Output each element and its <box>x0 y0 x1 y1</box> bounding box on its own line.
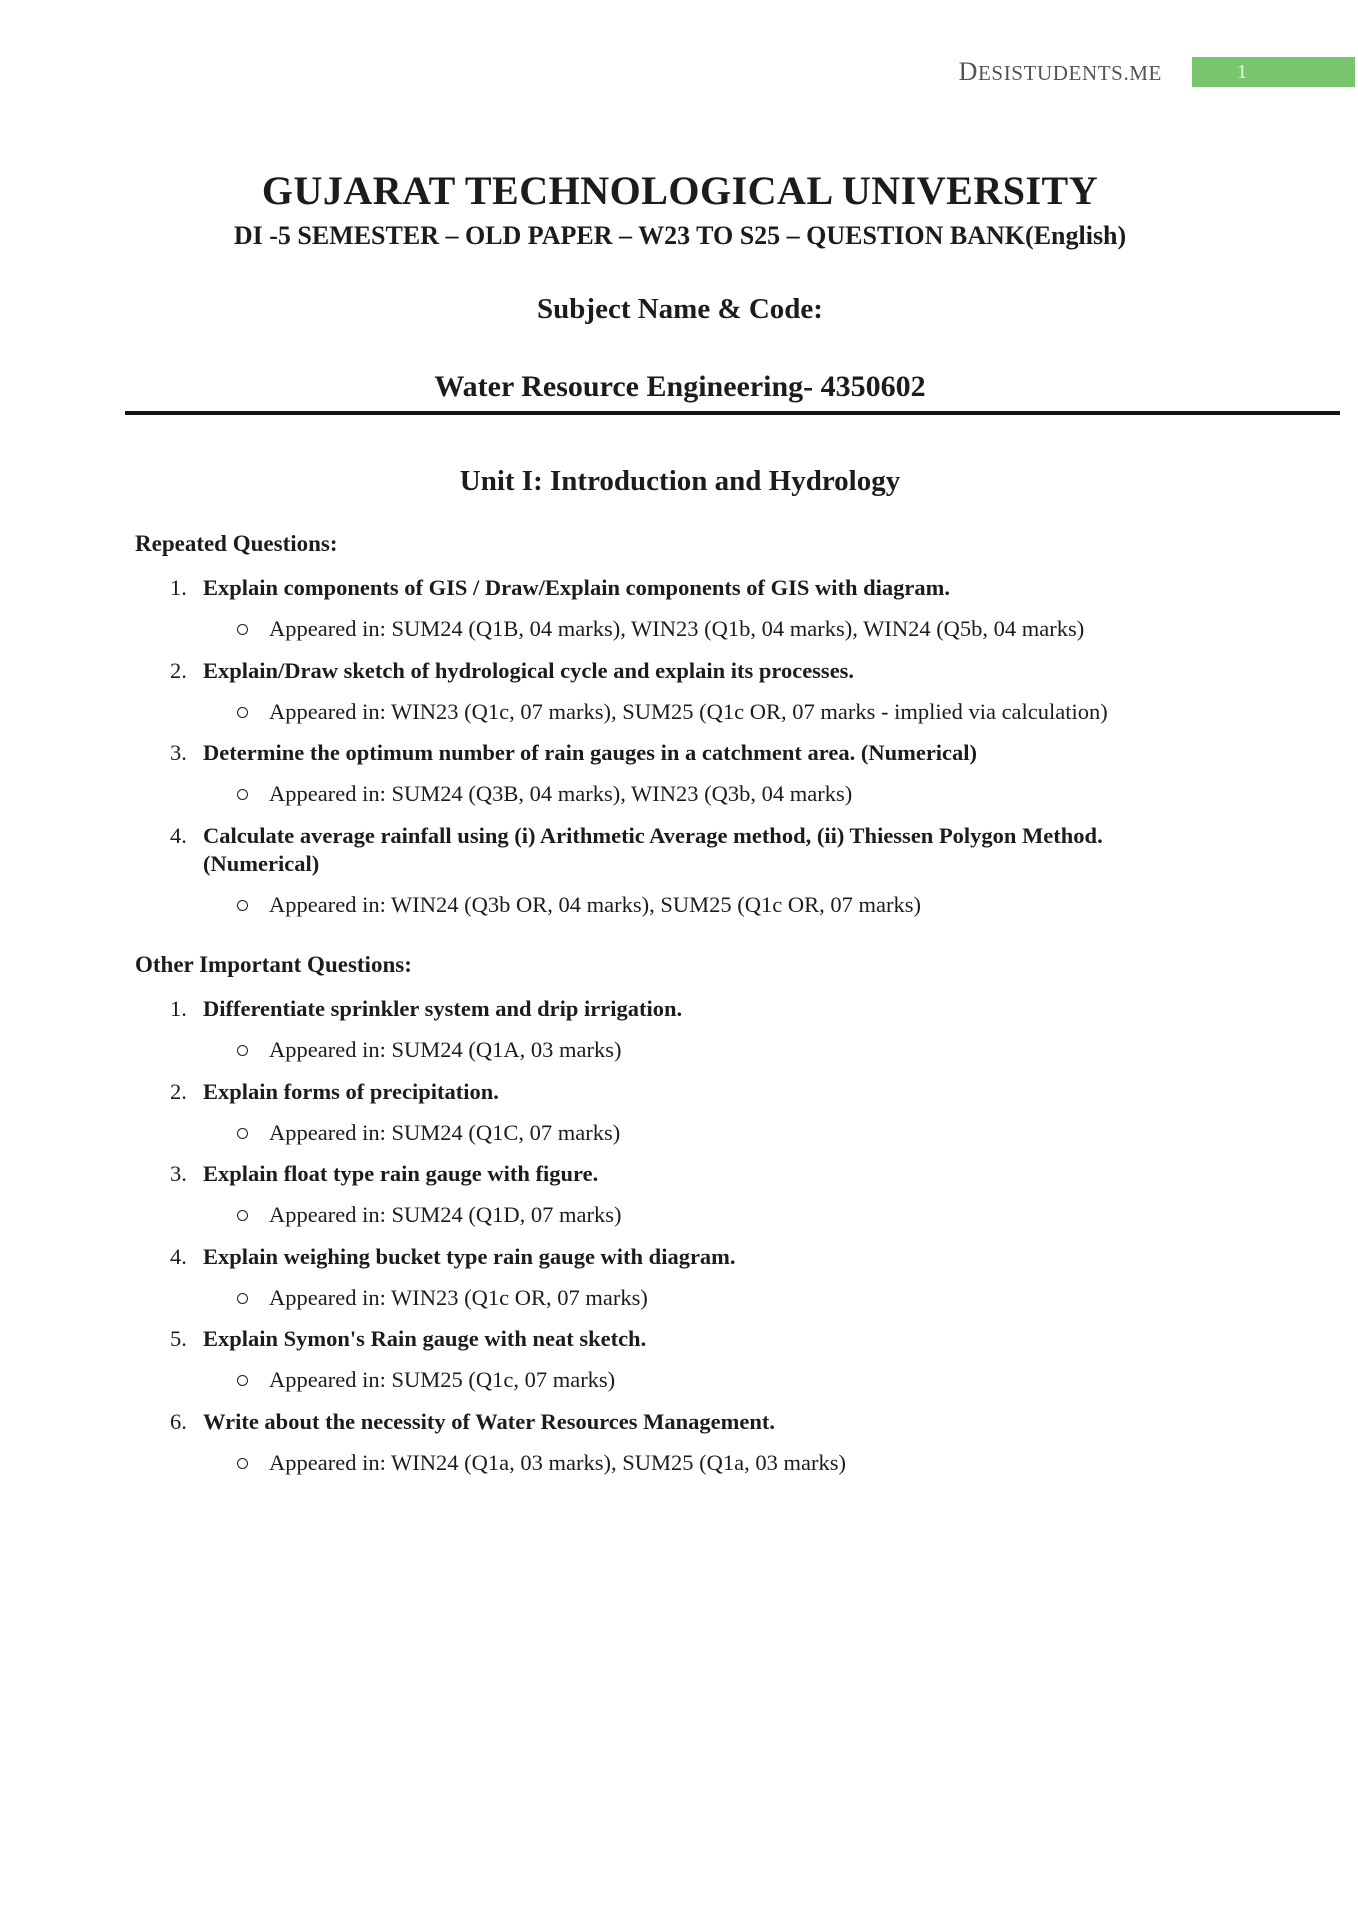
appearance-text: Appeared in: SUM25 (Q1c, 07 marks) <box>269 1367 616 1392</box>
circle-bullet-icon <box>237 1293 248 1304</box>
question-text: Explain/Draw sketch of hydrological cycle and explain its processes. <box>203 657 855 683</box>
question-text: Differentiate sprinkler system and drip irrigation. <box>203 996 683 1021</box>
circle-bullet-icon <box>237 1375 248 1386</box>
appearance-item <box>237 891 1358 920</box>
section-other-important-questions <box>0 951 1358 1477</box>
question-item <box>170 657 1358 685</box>
appearance-item <box>237 615 1358 644</box>
appearance-text: Appeared in: WIN23 (Q1c, 07 marks), SUM25 (Q1c OR, 07 marks - implied via calculation) <box>269 698 1108 724</box>
question-number: 5. <box>170 1326 187 1351</box>
question-item <box>170 739 1358 767</box>
paper-subtitle: DI -5 SEMESTER – OLD PAPER – W23 TO S25 – QUESTION BANK(English) <box>233 221 1127 250</box>
page-number-badge <box>1192 57 1355 87</box>
question-number: 3. <box>170 1161 187 1186</box>
appearance-text: Appeared in: WIN23 (Q1c OR, 07 marks) <box>269 1284 648 1310</box>
circle-bullet-icon <box>237 1458 248 1469</box>
section-heading: Other Important Questions: <box>135 952 412 977</box>
subject-name: Water Resource Engineering- 4350602 <box>434 370 926 403</box>
unit-title: Unit I: Introduction and Hydrology <box>459 465 901 497</box>
appearance-item <box>237 698 1358 727</box>
question-number: 4. <box>170 822 187 848</box>
question-text: Explain components of GIS / Draw/Explain components of GIS with diagram. <box>203 575 950 600</box>
appearance-text: Appeared in: WIN24 (Q1a, 03 marks), SUM25 (Q1a, 03 marks) <box>269 1449 846 1475</box>
appearance-item <box>237 1119 1358 1148</box>
appearance-text: Appeared in: SUM24 (Q1A, 03 marks) <box>269 1037 622 1062</box>
appearance-item <box>237 1036 1358 1065</box>
question-number: 2. <box>170 657 187 683</box>
question-text: Write about the necessity of Water Resources Management. <box>203 1408 775 1434</box>
university-title: GUJARAT TECHNOLOGICAL UNIVERSITY <box>261 168 1099 213</box>
question-item <box>170 822 1358 878</box>
appearance-text: Appeared in: SUM24 (Q1B, 04 marks), WIN23 (Q1b, 04 marks), WIN24 (Q5b, 04 marks) <box>269 616 1085 641</box>
question-text: Explain forms of precipitation. <box>203 1078 499 1104</box>
subject-label: Subject Name & Code: <box>537 293 823 325</box>
circle-bullet-icon <box>237 1045 248 1056</box>
circle-bullet-icon <box>237 789 248 800</box>
question-item <box>170 1078 1358 1106</box>
page-number: 1 <box>1237 61 1247 83</box>
appearance-text: Appeared in: SUM24 (Q3B, 04 marks), WIN23 (Q3b, 04 marks) <box>269 781 853 806</box>
site-name: DESISTUDENTS.ME <box>958 57 1162 86</box>
question-item <box>170 1243 1358 1271</box>
circle-bullet-icon <box>237 707 248 718</box>
question-number: 1. <box>170 996 187 1021</box>
question-text: Determine the optimum number of rain gauges in a catchment area. (Numerical) <box>203 740 978 765</box>
question-text: Explain weighing bucket type rain gauge with diagram. <box>203 1243 736 1269</box>
appearance-text: Appeared in: WIN24 (Q3b OR, 04 marks), SUM25 (Q1c OR, 07 marks) <box>269 891 921 917</box>
circle-bullet-icon <box>237 624 248 635</box>
question-number: 6. <box>170 1408 187 1434</box>
appearance-item <box>237 1366 1358 1395</box>
appearance-item <box>237 1201 1358 1230</box>
divider-rule <box>125 411 1340 415</box>
circle-bullet-icon <box>237 1128 248 1139</box>
circle-bullet-icon <box>237 1210 248 1221</box>
question-number: 3. <box>170 740 187 765</box>
appearance-text: Appeared in: SUM24 (Q1D, 07 marks) <box>269 1202 622 1227</box>
question-item <box>170 1325 1358 1353</box>
question-number: 1. <box>170 575 187 600</box>
question-number: 2. <box>170 1078 187 1104</box>
question-text: Explain Symon's Rain gauge with neat sketch. <box>203 1326 647 1351</box>
question-text: Calculate average rainfall using (i) Arithmetic Average method, (ii) Thiessen Polygon Method. (Numerical) <box>203 822 1103 876</box>
question-item <box>170 1160 1358 1188</box>
section-repeated-questions <box>0 530 1358 919</box>
question-item <box>170 574 1358 602</box>
appearance-item <box>237 1449 1358 1478</box>
appearance-text: Appeared in: SUM24 (Q1C, 07 marks) <box>269 1119 621 1145</box>
question-text: Explain float type rain gauge with figure. <box>203 1161 599 1186</box>
circle-bullet-icon <box>237 900 248 911</box>
question-number: 4. <box>170 1243 187 1269</box>
appearance-item <box>237 780 1358 809</box>
section-heading: Repeated Questions: <box>135 531 338 556</box>
question-item <box>170 1408 1358 1436</box>
title-block <box>130 167 1230 498</box>
question-item <box>170 995 1358 1023</box>
site-header <box>0 0 1358 87</box>
appearance-item <box>237 1284 1358 1313</box>
